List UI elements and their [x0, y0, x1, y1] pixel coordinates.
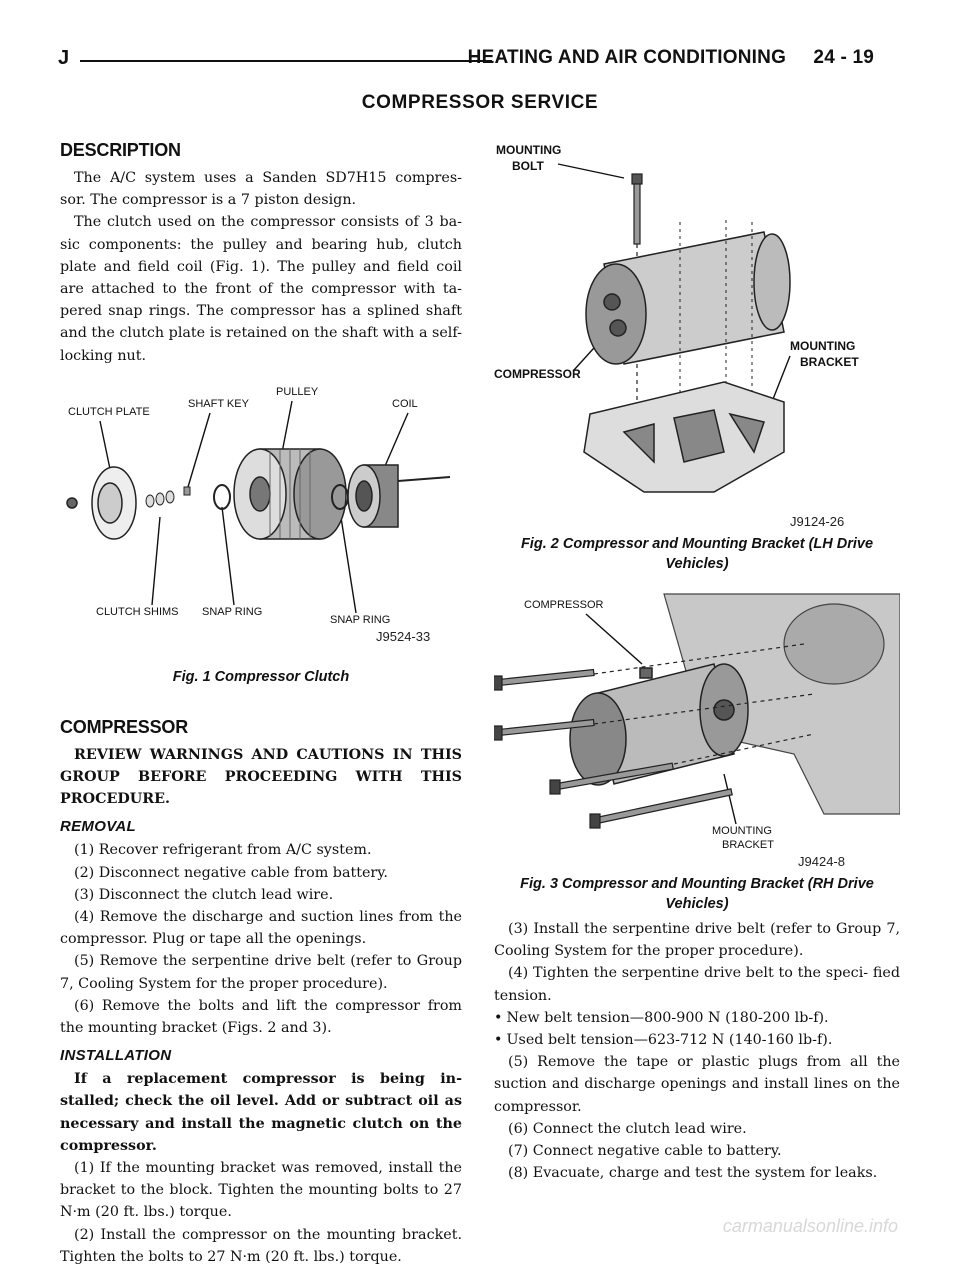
installation-step: (7) Connect negative cable to battery. [508, 1143, 782, 1160]
bullet-text: New belt tension—800-900 N (180-200 lb-f). [506, 1009, 829, 1026]
removal-step: (3) Disconnect the clutch lead wire. [74, 886, 334, 903]
fig1-code: J9524-33 [376, 628, 431, 644]
label-mounting-bracket-2: BRACKET [800, 355, 859, 369]
label-mounting-bracket-1: MOUNTING [790, 339, 856, 353]
mounting-bracket-shape [584, 382, 784, 492]
removal-heading: REMOVAL [60, 818, 136, 836]
compressor-heading: COMPRESSOR [60, 716, 189, 737]
description-paragraph-2: The clutch used on the compressor consists of 3 ba- sic components: the pulley and bearing hub, clutch plate and field coil (Fig. 1). The pulley and field coil are attached to the front of the compressor with ta- pered snap rings. The compressor has a splined shaft and the clutch plate is retained on the shaft with a self-locking nut. [60, 214, 462, 364]
figure-2 [494, 132, 900, 534]
label-snap-ring-1: SNAP RING [202, 605, 263, 618]
installation-step: (3) Install the serpentine drive belt (refer to Group 7, Cooling System for the proper procedure). [494, 921, 900, 960]
fig2-code: J9124-26 [790, 514, 845, 529]
fig1-caption: Fig. 1 Compressor Clutch [172, 668, 350, 685]
left-column [60, 140, 462, 1268]
header-rule [80, 60, 492, 62]
fig2-caption-line1: Fig. 2 Compressor and Mounting Bracket (LH Drive [520, 536, 874, 552]
installation-step: (6) Connect the clutch lead wire. [508, 1120, 747, 1137]
compressor-clutch-diagram [60, 377, 462, 637]
fig2-caption-line2: Vehicles) [665, 556, 729, 572]
removal-step: (2) Disconnect negative cable from battery. [74, 864, 388, 881]
installation-step: (8) Evacuate, charge and test the system for leaks. [508, 1165, 878, 1182]
belt-tension-bullet [494, 1007, 900, 1029]
removal-step: (1) Recover refrigerant from A/C system. [74, 842, 372, 859]
clutch-plate-shape [67, 467, 136, 539]
label-clutch-plate: CLUTCH PLATE [68, 405, 150, 418]
label-compressor: COMPRESSOR [494, 367, 581, 381]
header-section-letter: J [58, 47, 70, 69]
removal-step: (5) Remove the serpentine drive belt (refer to Group 7, Cooling System for the proper procedure). [60, 953, 462, 992]
watermark: carmanualsonline.info [722, 1216, 898, 1236]
installation-step: (1) If the mounting bracket was removed, install the bracket to the block. Tighten the mounting bolts to 27 N·m (20 ft. lbs.) torque. [60, 1160, 462, 1221]
pulley-shape [234, 449, 346, 539]
installation-note: If a replacement compressor is being in- stalled; check the oil level. Add or subtract oil as necessary and install the magnetic clutch on the compressor. [60, 1071, 462, 1154]
installation-heading: INSTALLATION [60, 1047, 172, 1065]
installation-step: (4) Tighten the serpentine drive belt to the speci- fied tension. [494, 965, 900, 1004]
compressor-warning: REVIEW WARNINGS AND CAUTIONS IN THIS GROUP BEFORE PROCEEDING WITH THIS PROCEDURE. [60, 746, 462, 808]
page-title: COMPRESSOR SERVICE [361, 92, 599, 113]
label-mounting-bracket-1: MOUNTING [712, 825, 772, 837]
removal-step: (6) Remove the bolts and lift the compressor from the mounting bracket (Figs. 2 and 3). [60, 997, 462, 1037]
compressor-shape [586, 232, 790, 364]
fig3-caption-line2: Vehicles) [665, 896, 729, 912]
compressor-bracket-rh-diagram [494, 584, 900, 864]
belt-tension-bullet [494, 1029, 900, 1051]
label-coil: COIL [392, 397, 418, 410]
figure-3 [494, 584, 900, 874]
removal-step: (4) Remove the discharge and suction lines from the compressor. Plug or tape all the openings. [60, 909, 462, 948]
fig3-caption [494, 874, 900, 914]
label-mounting-bracket-2: BRACKET [722, 839, 774, 851]
label-compressor: COMPRESSOR [524, 599, 604, 611]
fig3-code: J9424-8 [798, 854, 845, 869]
figure-1 [60, 377, 462, 667]
installation-step: (2) Install the compressor on the mounting bracket. Tighten the bolts to 27 N·m (20 ft. lbs.) torque. [60, 1226, 462, 1265]
installation-step: (5) Remove the tape or plastic plugs from all the suction and discharge openings and install lines on the compressor. [494, 1054, 900, 1115]
label-shaft-key: SHAFT KEY [188, 397, 249, 410]
description-heading: DESCRIPTION [60, 140, 181, 160]
right-column [494, 132, 900, 1184]
compressor-bracket-lh-diagram [494, 132, 900, 532]
coil-shape [348, 465, 450, 527]
label-snap-ring-2: SNAP RING [330, 613, 391, 626]
label-clutch-shims: CLUTCH SHIMS [96, 605, 179, 618]
label-pulley: PULLEY [276, 385, 319, 398]
fig2-caption [494, 534, 900, 574]
header-title: HEATING AND AIR CONDITIONING 24 - 19 [467, 47, 874, 68]
label-mounting-bolt-2: BOLT [512, 159, 544, 173]
label-mounting-bolt-1: MOUNTING [496, 143, 562, 157]
description-paragraph-1: The A/C system uses a Sanden SD7H15 compres- sor. The compressor is a 7 piston design. [60, 170, 462, 209]
fig3-caption-line1: Fig. 3 Compressor and Mounting Bracket (RH Drive [520, 876, 874, 892]
bullet-text: Used belt tension—623-712 N (140-160 lb-f). [506, 1032, 833, 1049]
